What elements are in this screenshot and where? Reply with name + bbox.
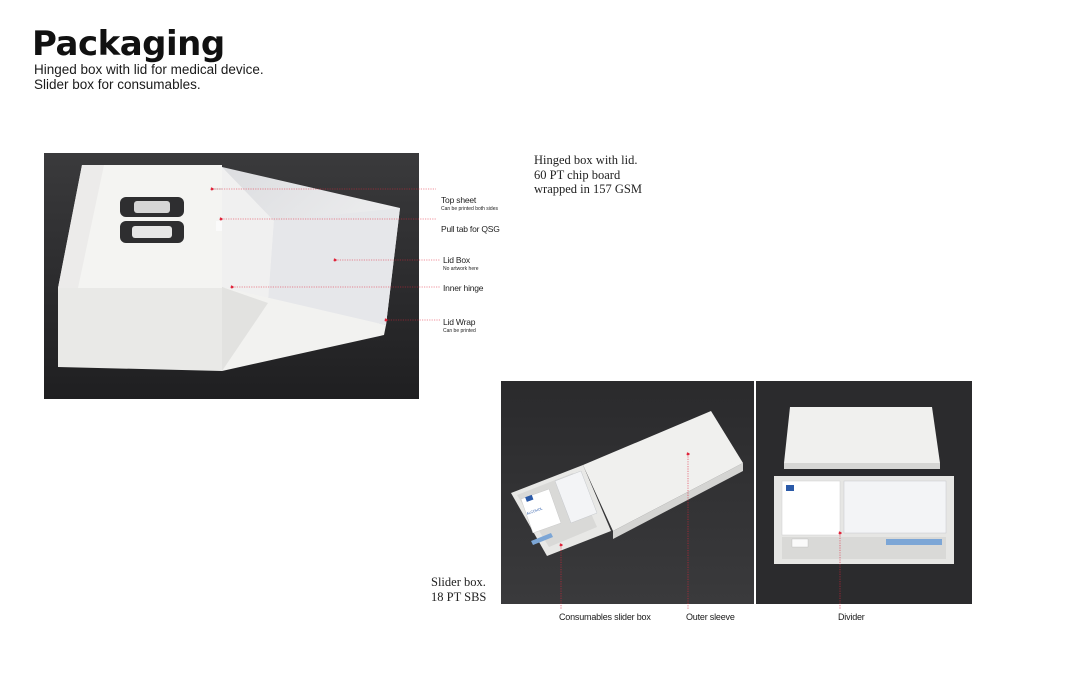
leader-dot bbox=[687, 453, 690, 456]
leader-dot bbox=[839, 532, 842, 535]
label-outer-sleeve: Outer sleeve bbox=[686, 612, 735, 622]
label-divider: Divider bbox=[838, 612, 865, 622]
callout-label: Inner hinge bbox=[443, 283, 484, 293]
spec-line: 18 PT SBS bbox=[431, 589, 487, 604]
callout-note: Can be printed bbox=[443, 328, 476, 334]
spec-line: Slider box. bbox=[431, 575, 486, 589]
callout-label: Lid Box bbox=[443, 255, 470, 265]
leader-dot bbox=[385, 319, 388, 322]
callout-label: Lid Wrap bbox=[443, 317, 476, 327]
label-consumables-slider-box: Consumables slider box bbox=[559, 612, 651, 622]
callout-label: Pull tab for QSG bbox=[441, 224, 500, 234]
leader-dot bbox=[334, 259, 337, 262]
leader-dot bbox=[231, 286, 234, 289]
spec-line: Hinged box with lid. bbox=[534, 153, 638, 167]
callout-note: Can be printed both sides bbox=[441, 206, 498, 212]
page-title: Packaging bbox=[32, 24, 225, 64]
callout-note: No artwork here bbox=[443, 266, 479, 272]
spec-line: 60 PT chip board bbox=[534, 167, 621, 182]
leader-dot bbox=[211, 188, 214, 191]
callout-label: Top sheet bbox=[441, 195, 477, 205]
subtitle-line: Hinged box with lid for medical device. bbox=[34, 62, 264, 77]
spec-line: wrapped in 157 GSM bbox=[534, 182, 642, 196]
leader-dot bbox=[560, 544, 563, 547]
subtitle-line: Slider box for consumables. bbox=[34, 77, 201, 92]
pad-text: ALCOHOL bbox=[525, 506, 544, 516]
leader-dot bbox=[220, 218, 223, 221]
